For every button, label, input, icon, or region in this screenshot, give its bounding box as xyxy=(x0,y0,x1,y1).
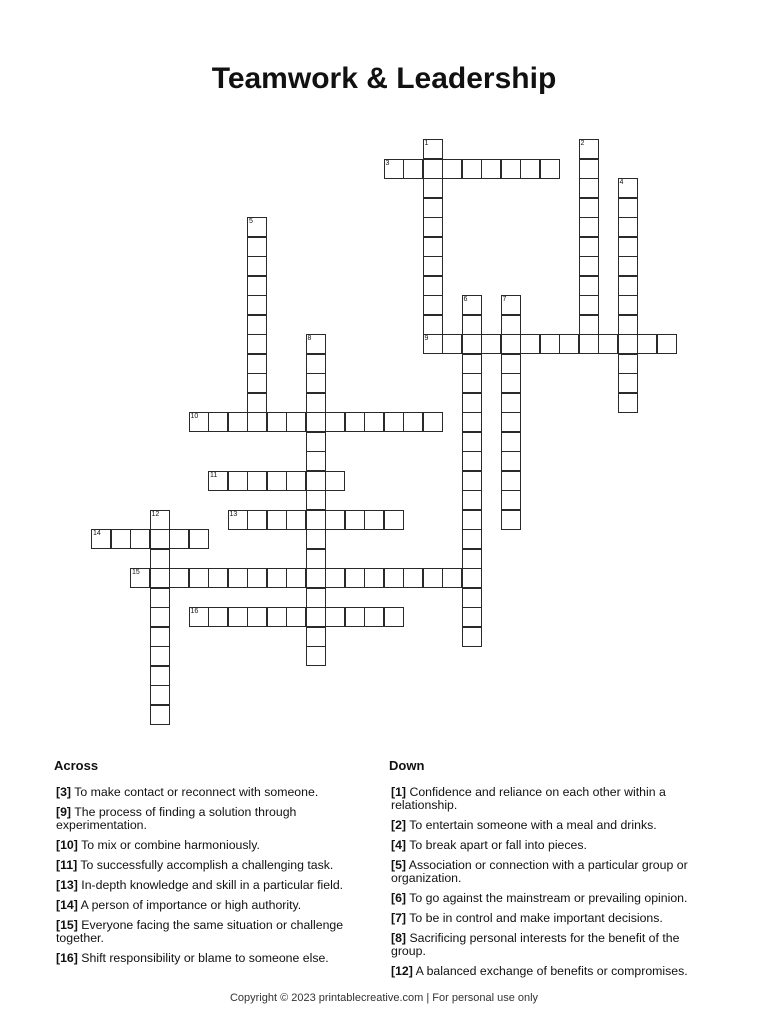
grid-cell[interactable] xyxy=(501,354,521,374)
grid-cell[interactable] xyxy=(150,568,170,588)
cell-number: 7 xyxy=(502,296,507,303)
grid-cell[interactable] xyxy=(501,315,521,335)
grid-cell[interactable] xyxy=(228,471,248,491)
grid-cell[interactable] xyxy=(247,510,267,530)
grid-cell[interactable] xyxy=(325,412,345,432)
grid-cell[interactable] xyxy=(384,510,404,530)
grid-cell[interactable] xyxy=(286,510,306,530)
grid-cell[interactable] xyxy=(501,373,521,393)
grid-cell[interactable] xyxy=(228,568,248,588)
grid-cell[interactable] xyxy=(618,295,638,315)
clue-text: To successfully accomplish a challenging task. xyxy=(80,858,334,872)
clue-text: To entertain someone with a meal and drinks. xyxy=(409,818,657,832)
grid-cell[interactable] xyxy=(306,490,326,510)
grid-cell[interactable] xyxy=(384,568,404,588)
grid-cell[interactable] xyxy=(559,334,579,354)
grid-cell[interactable] xyxy=(150,627,170,647)
grid-cell[interactable] xyxy=(462,568,482,588)
grid-cell[interactable] xyxy=(306,510,326,530)
grid-cell[interactable] xyxy=(579,198,599,218)
grid-cell[interactable] xyxy=(325,471,345,491)
grid-cell[interactable] xyxy=(189,607,209,627)
clue-number: [2] xyxy=(391,818,407,832)
grid-cell[interactable] xyxy=(481,159,501,179)
grid-cell[interactable] xyxy=(247,217,267,237)
grid-cell[interactable] xyxy=(306,393,326,413)
clue-number: [5] xyxy=(391,858,407,872)
down-clue xyxy=(391,819,701,832)
grid-cell[interactable] xyxy=(306,549,326,569)
grid-cell[interactable] xyxy=(423,412,443,432)
grid-cell[interactable] xyxy=(306,646,326,666)
cell-number: 13 xyxy=(229,510,238,518)
grid-cell[interactable] xyxy=(325,568,345,588)
down-clue-list xyxy=(391,786,701,985)
cell-number: 12 xyxy=(151,510,160,518)
grid-cell[interactable] xyxy=(442,334,462,354)
grid-cell[interactable] xyxy=(130,568,150,588)
grid-cell[interactable] xyxy=(247,354,267,374)
grid-cell[interactable] xyxy=(618,198,638,218)
grid-cell[interactable] xyxy=(579,178,599,198)
grid-cell[interactable] xyxy=(306,627,326,647)
across-clue xyxy=(56,859,366,872)
clue-text: The process of finding a solution through experimentation. xyxy=(56,805,297,832)
grid-cell[interactable] xyxy=(618,393,638,413)
grid-cell[interactable] xyxy=(364,510,384,530)
cell-number: 3 xyxy=(385,159,390,167)
clue-text: To make contact or reconnect with someone. xyxy=(74,785,319,799)
grid-cell[interactable] xyxy=(384,412,404,432)
grid-cell[interactable] xyxy=(247,471,267,491)
grid-cell[interactable] xyxy=(462,354,482,374)
clue-text: To go against the mainstream or prevailing opinion. xyxy=(409,891,688,905)
grid-cell[interactable] xyxy=(462,373,482,393)
grid-cell[interactable] xyxy=(150,685,170,705)
cell-number: 14 xyxy=(93,530,101,537)
grid-cell[interactable] xyxy=(247,256,267,276)
grid-cell[interactable] xyxy=(501,412,521,432)
down-clue xyxy=(391,965,701,978)
down-clue xyxy=(391,839,701,852)
grid-cell[interactable] xyxy=(228,607,248,627)
grid-cell[interactable] xyxy=(306,354,326,374)
clue-number: [6] xyxy=(391,891,407,905)
grid-cell[interactable] xyxy=(657,334,677,354)
grid-cell[interactable] xyxy=(618,237,638,257)
cell-number: 1 xyxy=(424,140,429,147)
grid-cell[interactable] xyxy=(579,256,599,276)
grid-cell[interactable] xyxy=(306,334,326,354)
grid-cell[interactable] xyxy=(423,178,443,198)
grid-cell[interactable] xyxy=(364,607,384,627)
grid-cell[interactable] xyxy=(423,159,443,179)
grid-cell[interactable] xyxy=(267,510,287,530)
across-heading: Across xyxy=(54,758,99,773)
grid-cell[interactable] xyxy=(540,334,560,354)
grid-cell[interactable] xyxy=(150,705,170,725)
grid-cell[interactable] xyxy=(247,373,267,393)
grid-cell[interactable] xyxy=(423,295,443,315)
grid-cell[interactable] xyxy=(501,393,521,413)
down-heading: Down xyxy=(389,758,425,773)
grid-cell[interactable] xyxy=(540,159,560,179)
clue-text: To mix or combine harmoniously. xyxy=(81,838,260,852)
clue-number: [3] xyxy=(56,785,72,799)
clue-number: [8] xyxy=(391,931,407,945)
grid-cell[interactable] xyxy=(345,510,365,530)
grid-cell[interactable] xyxy=(462,490,482,510)
grid-cell[interactable] xyxy=(598,334,618,354)
clue-number: [7] xyxy=(391,911,407,925)
across-clue xyxy=(56,899,366,912)
grid-cell[interactable] xyxy=(501,451,521,471)
grid-cell[interactable] xyxy=(520,334,540,354)
grid-cell[interactable] xyxy=(462,588,482,608)
grid-cell[interactable] xyxy=(247,412,267,432)
grid-cell[interactable] xyxy=(618,373,638,393)
clue-text: To be in control and make important decisions. xyxy=(409,911,663,925)
cell-number: 8 xyxy=(307,335,312,342)
clue-text: In-depth knowledge and skill in a particular field. xyxy=(81,878,344,892)
grid-cell[interactable] xyxy=(306,588,326,608)
grid-cell[interactable] xyxy=(384,607,404,627)
grid-cell[interactable] xyxy=(384,159,404,179)
grid-cell[interactable] xyxy=(501,471,521,491)
clue-text: Sacrificing personal interests for the benefit of the group. xyxy=(391,931,680,958)
grid-cell[interactable] xyxy=(306,607,326,627)
across-clue xyxy=(56,879,366,892)
grid-cell[interactable] xyxy=(325,607,345,627)
grid-cell[interactable] xyxy=(462,159,482,179)
clue-text: Association or connection with a particular group or organization. xyxy=(391,858,688,885)
grid-cell[interactable] xyxy=(286,607,306,627)
grid-cell[interactable] xyxy=(247,315,267,335)
grid-cell[interactable] xyxy=(579,276,599,296)
grid-cell[interactable] xyxy=(462,549,482,569)
grid-cell[interactable] xyxy=(637,334,657,354)
grid-cell[interactable] xyxy=(150,607,170,627)
grid-cell[interactable] xyxy=(462,432,482,452)
grid-cell[interactable] xyxy=(462,334,482,354)
cell-number: 10 xyxy=(190,413,199,420)
grid-cell[interactable] xyxy=(345,607,365,627)
clue-number: [4] xyxy=(391,838,407,852)
grid-cell[interactable] xyxy=(150,646,170,666)
grid-cell[interactable] xyxy=(150,666,170,686)
across-clue-list xyxy=(56,786,366,972)
grid-cell[interactable] xyxy=(462,451,482,471)
grid-cell[interactable] xyxy=(423,237,443,257)
grid-cell[interactable] xyxy=(462,607,482,627)
grid-cell[interactable] xyxy=(267,412,287,432)
grid-cell[interactable] xyxy=(306,568,326,588)
page-title: Teamwork & Leadership xyxy=(211,62,557,95)
grid-cell[interactable] xyxy=(579,237,599,257)
grid-cell[interactable] xyxy=(306,471,326,491)
grid-cell[interactable] xyxy=(306,451,326,471)
grid-cell[interactable] xyxy=(618,334,638,354)
grid-cell[interactable] xyxy=(462,315,482,335)
grid-cell[interactable] xyxy=(267,471,287,491)
grid-cell[interactable] xyxy=(364,412,384,432)
cell-number: 2 xyxy=(580,140,585,147)
grid-cell[interactable] xyxy=(364,568,384,588)
grid-cell[interactable] xyxy=(150,529,170,549)
grid-cell[interactable] xyxy=(462,393,482,413)
grid-cell[interactable] xyxy=(403,568,423,588)
grid-cell[interactable] xyxy=(618,276,638,296)
grid-cell[interactable] xyxy=(169,568,189,588)
grid-cell[interactable] xyxy=(501,334,521,354)
down-clue xyxy=(391,892,701,905)
grid-cell[interactable] xyxy=(228,412,248,432)
grid-cell[interactable] xyxy=(247,276,267,296)
across-clue xyxy=(56,952,366,965)
down-clue xyxy=(391,786,701,812)
clue-number: [10] xyxy=(56,838,78,852)
across-clue xyxy=(56,786,366,799)
cell-number: 5 xyxy=(249,218,253,225)
clue-number: [1] xyxy=(391,785,407,799)
grid-cell[interactable] xyxy=(306,529,326,549)
cell-number: 4 xyxy=(619,179,624,186)
grid-cell[interactable] xyxy=(189,568,209,588)
clue-number: [11] xyxy=(56,858,78,872)
grid-cell[interactable] xyxy=(423,315,443,335)
grid-cell[interactable] xyxy=(267,568,287,588)
grid-cell[interactable] xyxy=(462,529,482,549)
grid-cell[interactable] xyxy=(306,373,326,393)
clue-number: [13] xyxy=(56,878,78,892)
grid-cell[interactable] xyxy=(462,412,482,432)
cell-number: 15 xyxy=(132,569,140,576)
grid-cell[interactable] xyxy=(501,295,521,315)
grid-cell[interactable] xyxy=(481,334,501,354)
grid-cell[interactable] xyxy=(501,159,521,179)
clue-text: Confidence and reliance on each other within a relationship. xyxy=(391,785,666,812)
across-clue xyxy=(56,806,366,832)
grid-cell[interactable] xyxy=(579,315,599,335)
clue-number: [12] xyxy=(391,964,413,978)
down-clue xyxy=(391,859,701,885)
grid-cell[interactable] xyxy=(150,510,170,530)
grid-cell[interactable] xyxy=(423,256,443,276)
grid-cell[interactable] xyxy=(130,529,150,549)
grid-cell[interactable] xyxy=(501,510,521,530)
grid-cell[interactable] xyxy=(247,393,267,413)
grid-cell[interactable] xyxy=(325,510,345,530)
grid-cell[interactable] xyxy=(423,139,443,159)
grid-cell[interactable] xyxy=(267,607,287,627)
grid-cell[interactable] xyxy=(247,237,267,257)
grid-cell[interactable] xyxy=(306,412,326,432)
grid-cell[interactable] xyxy=(520,159,540,179)
clue-text: To break apart or fall into pieces. xyxy=(409,838,587,852)
grid-cell[interactable] xyxy=(345,412,365,432)
cell-number: 9 xyxy=(424,335,429,342)
grid-cell[interactable] xyxy=(579,217,599,237)
clue-text: Shift responsibility or blame to someone else. xyxy=(81,951,329,965)
across-clue xyxy=(56,839,366,852)
grid-cell[interactable] xyxy=(501,432,521,452)
grid-cell[interactable] xyxy=(247,295,267,315)
clue-number: [16] xyxy=(56,951,78,965)
grid-cell[interactable] xyxy=(208,607,228,627)
clue-number: [15] xyxy=(56,918,78,932)
grid-cell[interactable] xyxy=(579,334,599,354)
grid-cell[interactable] xyxy=(403,412,423,432)
grid-cell[interactable] xyxy=(618,354,638,374)
grid-cell[interactable] xyxy=(579,295,599,315)
grid-cell[interactable] xyxy=(618,256,638,276)
grid-cell[interactable] xyxy=(579,139,599,159)
grid-cell[interactable] xyxy=(423,276,443,296)
grid-cell[interactable] xyxy=(286,471,306,491)
grid-cell[interactable] xyxy=(618,315,638,335)
clue-text: Everyone facing the same situation or challenge together. xyxy=(56,918,344,945)
copyright-notice: Copyright © 2023 printablecreative.com | For personal use only xyxy=(229,992,539,1004)
grid-cell[interactable] xyxy=(618,217,638,237)
cell-number: 16 xyxy=(190,608,199,615)
grid-cell[interactable] xyxy=(442,159,462,179)
grid-cell[interactable] xyxy=(462,510,482,530)
grid-cell[interactable] xyxy=(345,568,365,588)
grid-cell[interactable] xyxy=(306,432,326,452)
grid-cell[interactable] xyxy=(111,529,131,549)
grid-cell[interactable] xyxy=(423,568,443,588)
grid-cell[interactable] xyxy=(423,334,443,354)
grid-cell[interactable] xyxy=(91,529,111,549)
grid-cell[interactable] xyxy=(247,568,267,588)
grid-cell[interactable] xyxy=(462,627,482,647)
grid-cell[interactable] xyxy=(403,159,423,179)
cell-number: 6 xyxy=(463,296,468,303)
down-clue xyxy=(391,912,701,925)
grid-cell[interactable] xyxy=(286,412,306,432)
grid-cell[interactable] xyxy=(442,568,462,588)
grid-cell[interactable] xyxy=(247,334,267,354)
clue-number: [9] xyxy=(56,805,72,819)
grid-cell[interactable] xyxy=(462,471,482,491)
grid-cell[interactable] xyxy=(208,471,228,491)
grid-cell[interactable] xyxy=(501,490,521,510)
grid-cell[interactable] xyxy=(423,198,443,218)
grid-cell[interactable] xyxy=(150,549,170,569)
grid-cell[interactable] xyxy=(618,178,638,198)
grid-cell[interactable] xyxy=(208,568,228,588)
grid-cell[interactable] xyxy=(462,295,482,315)
grid-cell[interactable] xyxy=(579,159,599,179)
across-clue xyxy=(56,919,366,945)
grid-cell[interactable] xyxy=(228,510,248,530)
down-clue xyxy=(391,932,701,958)
grid-cell[interactable] xyxy=(189,529,209,549)
clue-number: [14] xyxy=(56,898,78,912)
clue-text: A person of importance or high authority. xyxy=(80,898,302,912)
grid-cell[interactable] xyxy=(286,568,306,588)
cell-number: 11 xyxy=(210,471,218,479)
grid-cell[interactable] xyxy=(189,412,209,432)
grid-cell[interactable] xyxy=(208,412,228,432)
grid-cell[interactable] xyxy=(247,607,267,627)
grid-cell[interactable] xyxy=(150,588,170,608)
grid-cell[interactable] xyxy=(423,217,443,237)
grid-cell[interactable] xyxy=(169,529,189,549)
clue-text: A balanced exchange of benefits or compromises. xyxy=(415,964,688,978)
